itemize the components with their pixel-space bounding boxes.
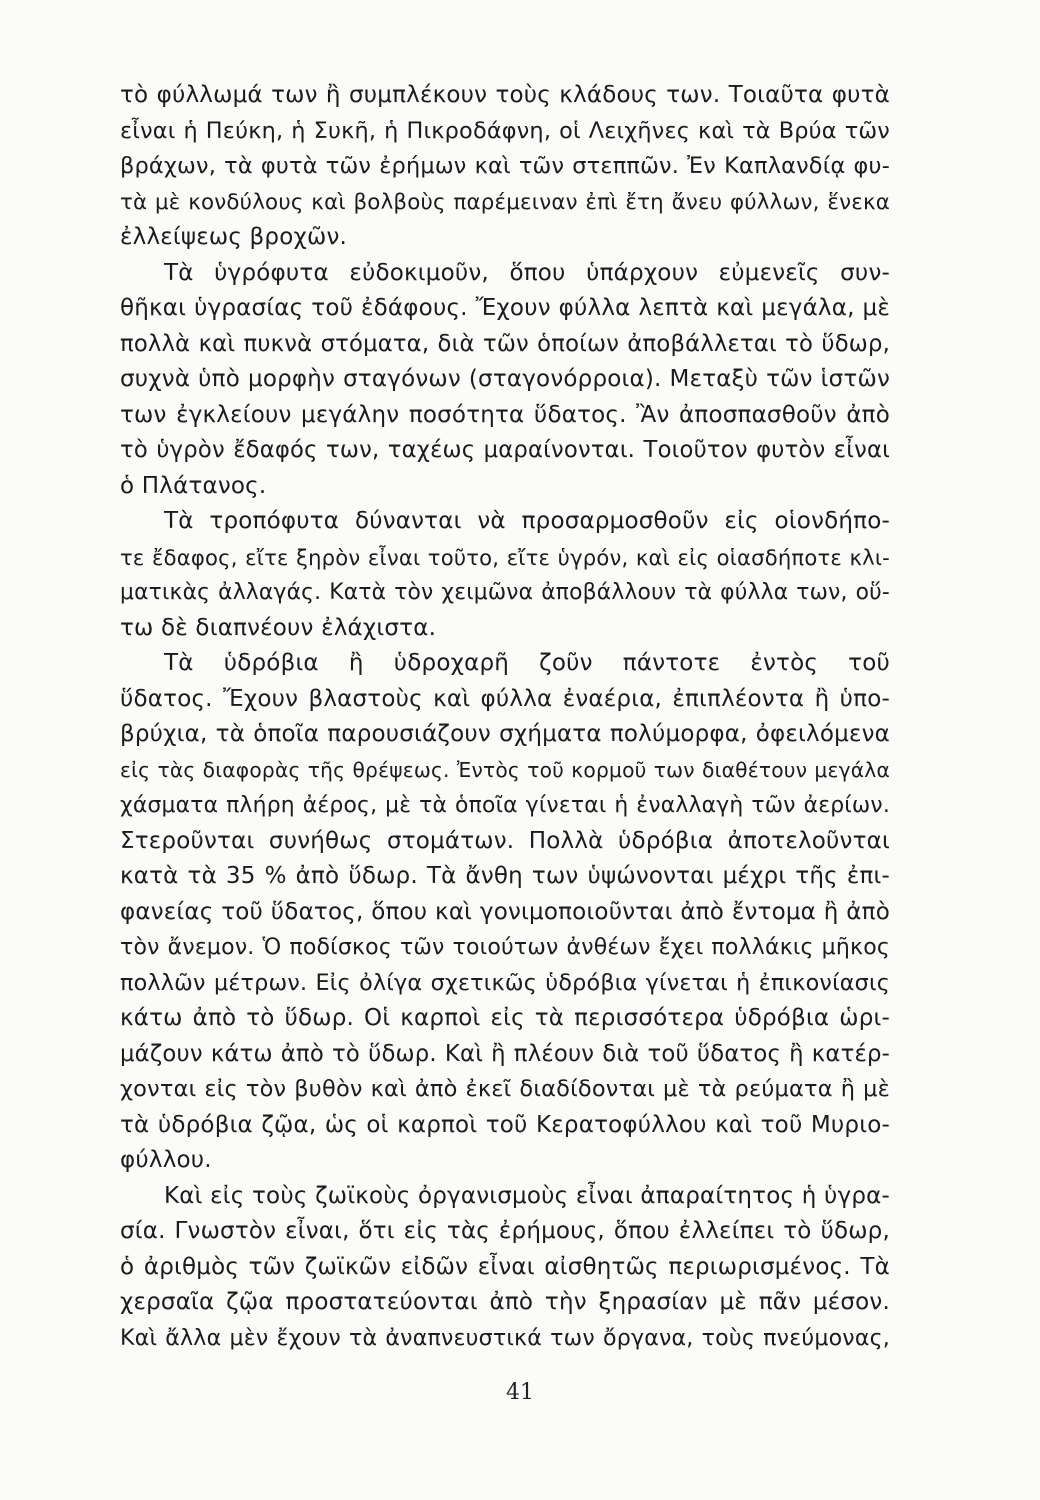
paragraph-animals [120,1179,890,1357]
text-line: Καὶ ἄλλα μὲν ἔχουν τὰ ἀναπνευστικά των ὄργανα, τοὺς πνεύμονας, [120,1324,890,1351]
text-line: τὰ μὲ κονδύλους καὶ βολβοὺς παρέμειναν ἐπὶ ἔτη ἄνευ φύλλων, ἕνεκα [120,189,890,215]
paragraph-tropophytes [120,504,890,646]
text-line: τω δὲ διαπνέουν ἐλάχιστα. [120,614,437,641]
text-line: εἰς τὰς διαφορὰς τῆς θρέψεως. Ἐντὸς τοῦ κορμοῦ των διαθέτουν μεγάλα [120,757,890,782]
text-line: συχνὰ ὑπὸ μορφὴν σταγόνων (σταγονόρροια). Μεταξὺ τῶν ἱστῶν [120,366,890,392]
text-line: πολλῶν μέτρων. Εἰς ὀλίγα σχετικῶς ὑδρόβια γίνεται ἡ ἐπικονίασις [120,969,890,996]
text-line: Τὰ ὑγρόφυτα εὐδοκιμοῦν, ὅπου ὑπάρχουν εὐμενεῖς συν- [164,259,890,286]
paragraph-hygrophytes [120,256,890,505]
text-line: τὰ ὑδρόβια ζῷα, ὡς οἱ καρποὶ τοῦ Κερατοφύλλου καὶ τοῦ Μυριο- [120,1111,890,1138]
body-text [120,78,890,1356]
text-line: ὁ ἀριθμὸς τῶν ζωϊκῶν εἰδῶν εἶναι αἰσθητῶς περιωρισμένος. Τὰ [120,1253,890,1280]
text-line: φύλλου. [120,1147,212,1173]
text-line: φανείας τοῦ ὕδατος, ὅπου καὶ γονιμοποιοῦνται ἀπὸ ἔντομα ἢ ἀπὸ [120,898,890,925]
text-line: πολλὰ καὶ πυκνὰ στόματα, διὰ τῶν ὁποίων ἀποβάλλεται τὸ ὕδωρ, [120,330,890,357]
text-line: τὸ ὑγρὸν ἔδαφός των, ταχέως μαραίνονται. Τοιοῦτον φυτὸν εἶναι [120,437,890,463]
text-line: εἶναι ἡ Πεύκη, ἡ Συκῆ, ἡ Πικροδάφνη, οἱ Λειχῆνες καὶ τὰ Βρύα τῶν [120,117,890,144]
text-line: σία. Γνωστὸν εἶναι, ὅτι εἰς τὰς ἐρήμους, ὅπου ἐλλείπει τὸ ὕδωρ, [120,1218,890,1244]
text-line: Καὶ εἰς τοὺς ζωϊκοὺς ὀργανισμοὺς εἶναι ἀπαραίτητος ἡ ὑγρα- [164,1182,890,1209]
text-line: βράχων, τὰ φυτὰ τῶν ἐρήμων καὶ τῶν στεππῶν. Ἐν Καπλανδίᾳ φυ- [120,153,890,179]
text-line: βρύχια, τὰ ὁποῖα παρουσιάζουν σχήματα πολύμορφα, ὀφειλόμενα [120,721,890,747]
text-line: των ἐγκλείουν μεγάλην ποσότητα ὕδατος. Ἂν ἀποσπασθοῦν ἀπὸ [120,401,890,428]
text-line: ὁ Πλάτανος. [120,472,267,499]
text-line: θῆκαι ὑγρασίας τοῦ ἐδάφους. Ἔχουν φύλλα λεπτὰ καὶ μεγάλα, μὲ [120,295,890,321]
text-line: ἐλλείψεως βροχῶν. [120,224,347,250]
text-line: ματικὰς ἀλλαγάς. Κατὰ τὸν χειμῶνα ἀποβάλλουν τὰ φύλλα των, οὕ- [120,580,890,605]
text-line: χάσματα πλήρη ἀέρος, μὲ τὰ ὁποῖα γίνεται ἡ ἐναλλαγὴ τῶν ἀερίων. [120,793,890,818]
text-line: τε ἔδαφος, εἴτε ξηρὸν εἶναι τοῦτο, εἴτε ὑγρόν, καὶ εἰς οἱασδήποτε κλι- [120,544,890,570]
text-line: Τὰ ὑδρόβια ἢ ὑδροχαρῆ ζοῦν πάντοτε ἐντὸς τοῦ [164,650,890,676]
page-number: 41 [506,1380,534,1405]
text-line: χονται εἰς τὸν βυθὸν καὶ ἀπὸ ἐκεῖ διαδίδονται μὲ τὰ ρεύματα ἢ μὲ [120,1076,890,1102]
text-line: Στεροῦνται συνήθως στομάτων. Πολλὰ ὑδρόβια ἀποτελοῦνται [120,827,890,854]
text-line: κάτω ἀπὸ τὸ ὕδωρ. Οἱ καρποὶ εἰς τὰ περισσότερα ὑδρόβια ὡρι- [120,1005,890,1031]
text-line: κατὰ τὰ 35 % ἀπὸ ὕδωρ. Τὰ ἄνθη των ὑψώνονται μέχρι τῆς ἐπι- [120,863,890,889]
text-line: μάζουν κάτω ἀπὸ τὸ ὕδωρ. Καὶ ἢ πλέουν διὰ τοῦ ὕδατος ἢ κατέρ- [120,1040,890,1067]
text-line: χερσαῖα ζῷα προστατεύονται ἀπὸ τὴν ξηρασίαν μὲ πᾶν μέσον. [120,1289,890,1315]
paragraph-continuation [120,78,890,256]
text-line: τὸ φύλλωμά των ἢ συμπλέκουν τοὺς κλάδους των. Τοιαῦτα φυτὰ [120,82,890,108]
text-line: Τὰ τροπόφυτα δύνανται νὰ προσαρμοσθοῦν εἰς οἱονδήπο- [164,508,890,534]
text-line: τὸν ἄνεμον. Ὁ ποδίσκος τῶν τοιούτων ἀνθέων ἔχει πολλάκις μῆκος [120,935,890,960]
text-line: ὕδατος. Ἔχουν βλαστοὺς καὶ φύλλα ἐναέρια, ἐπιπλέοντα ἢ ὑπο- [120,685,890,712]
paragraph-hydrophytes [120,646,890,1179]
